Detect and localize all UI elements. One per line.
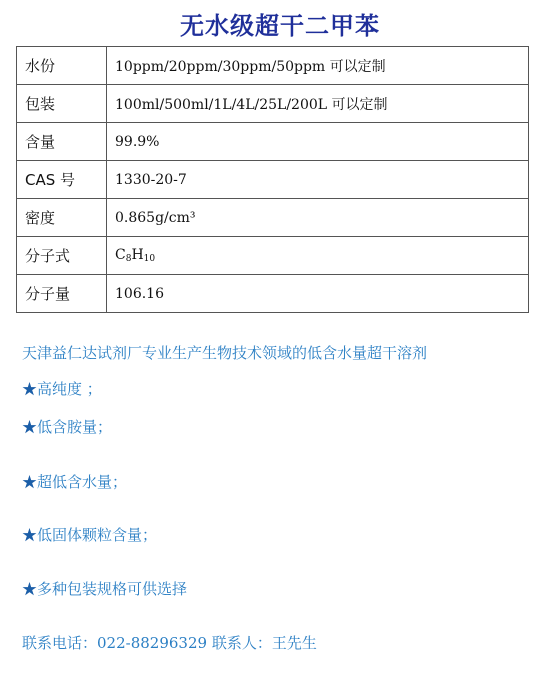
table-row <box>17 161 529 199</box>
spec-value-water: 10ppm/20ppm/30ppm/50ppm 可以定制 <box>107 47 529 85</box>
feature-text: 高纯度 ； <box>37 380 102 398</box>
spec-value-cas: 1330-20-7 <box>107 161 529 199</box>
formula-carbon: C <box>115 247 126 263</box>
spec-value-mw: 106.16 <box>107 275 529 313</box>
feature-item <box>22 378 102 399</box>
star-icon: ★ <box>22 380 38 398</box>
formula-hydrogen-count: 10 <box>143 254 156 264</box>
star-icon: ★ <box>22 580 38 598</box>
spec-label-density: 密度 <box>17 199 107 237</box>
feature-item <box>22 578 187 599</box>
table-row <box>17 199 529 237</box>
star-icon: ★ <box>22 526 38 544</box>
spec-label-package: 包装 <box>17 85 107 123</box>
formula-carbon-count: 8 <box>125 254 132 264</box>
page-title: 无水级超干二甲苯 <box>180 12 380 40</box>
table-row <box>17 275 529 313</box>
feature-item <box>22 524 157 545</box>
spec-value-density: 0.865g/cm³ <box>107 199 529 237</box>
feature-text: 超低含水量； <box>37 473 128 491</box>
feature-text: 多种包装规格可供选择 <box>37 580 188 598</box>
feature-text: 低含胺量； <box>37 418 113 436</box>
star-icon: ★ <box>22 418 38 436</box>
table-row <box>17 237 529 275</box>
table-row <box>17 47 529 85</box>
spec-table <box>16 46 529 313</box>
spec-label-mw: 分子量 <box>17 275 107 313</box>
formula-hydrogen: H <box>131 247 144 263</box>
feature-item <box>22 416 112 437</box>
feature-text: 低固体颗粒含量； <box>37 526 158 544</box>
spec-label-formula: 分子式 <box>17 237 107 275</box>
spec-value-purity: 99.9% <box>107 123 529 161</box>
table-row <box>17 123 529 161</box>
spec-label-purity: 含量 <box>17 123 107 161</box>
spec-value-package: 100ml/500ml/1L/4L/25L/200L 可以定制 <box>107 85 529 123</box>
spec-value-formula <box>107 237 529 275</box>
star-icon: ★ <box>22 473 38 491</box>
contact-info: 联系电话：022-88296329 联系人：王先生 <box>22 634 317 652</box>
intro-text: 天津益仁达试剂厂专业生产生物技术领域的低含水量超干溶剂 <box>22 344 428 362</box>
spec-label-water: 水份 <box>17 47 107 85</box>
table-row <box>17 85 529 123</box>
feature-item <box>22 471 127 492</box>
spec-label-cas: CAS 号 <box>17 161 107 199</box>
